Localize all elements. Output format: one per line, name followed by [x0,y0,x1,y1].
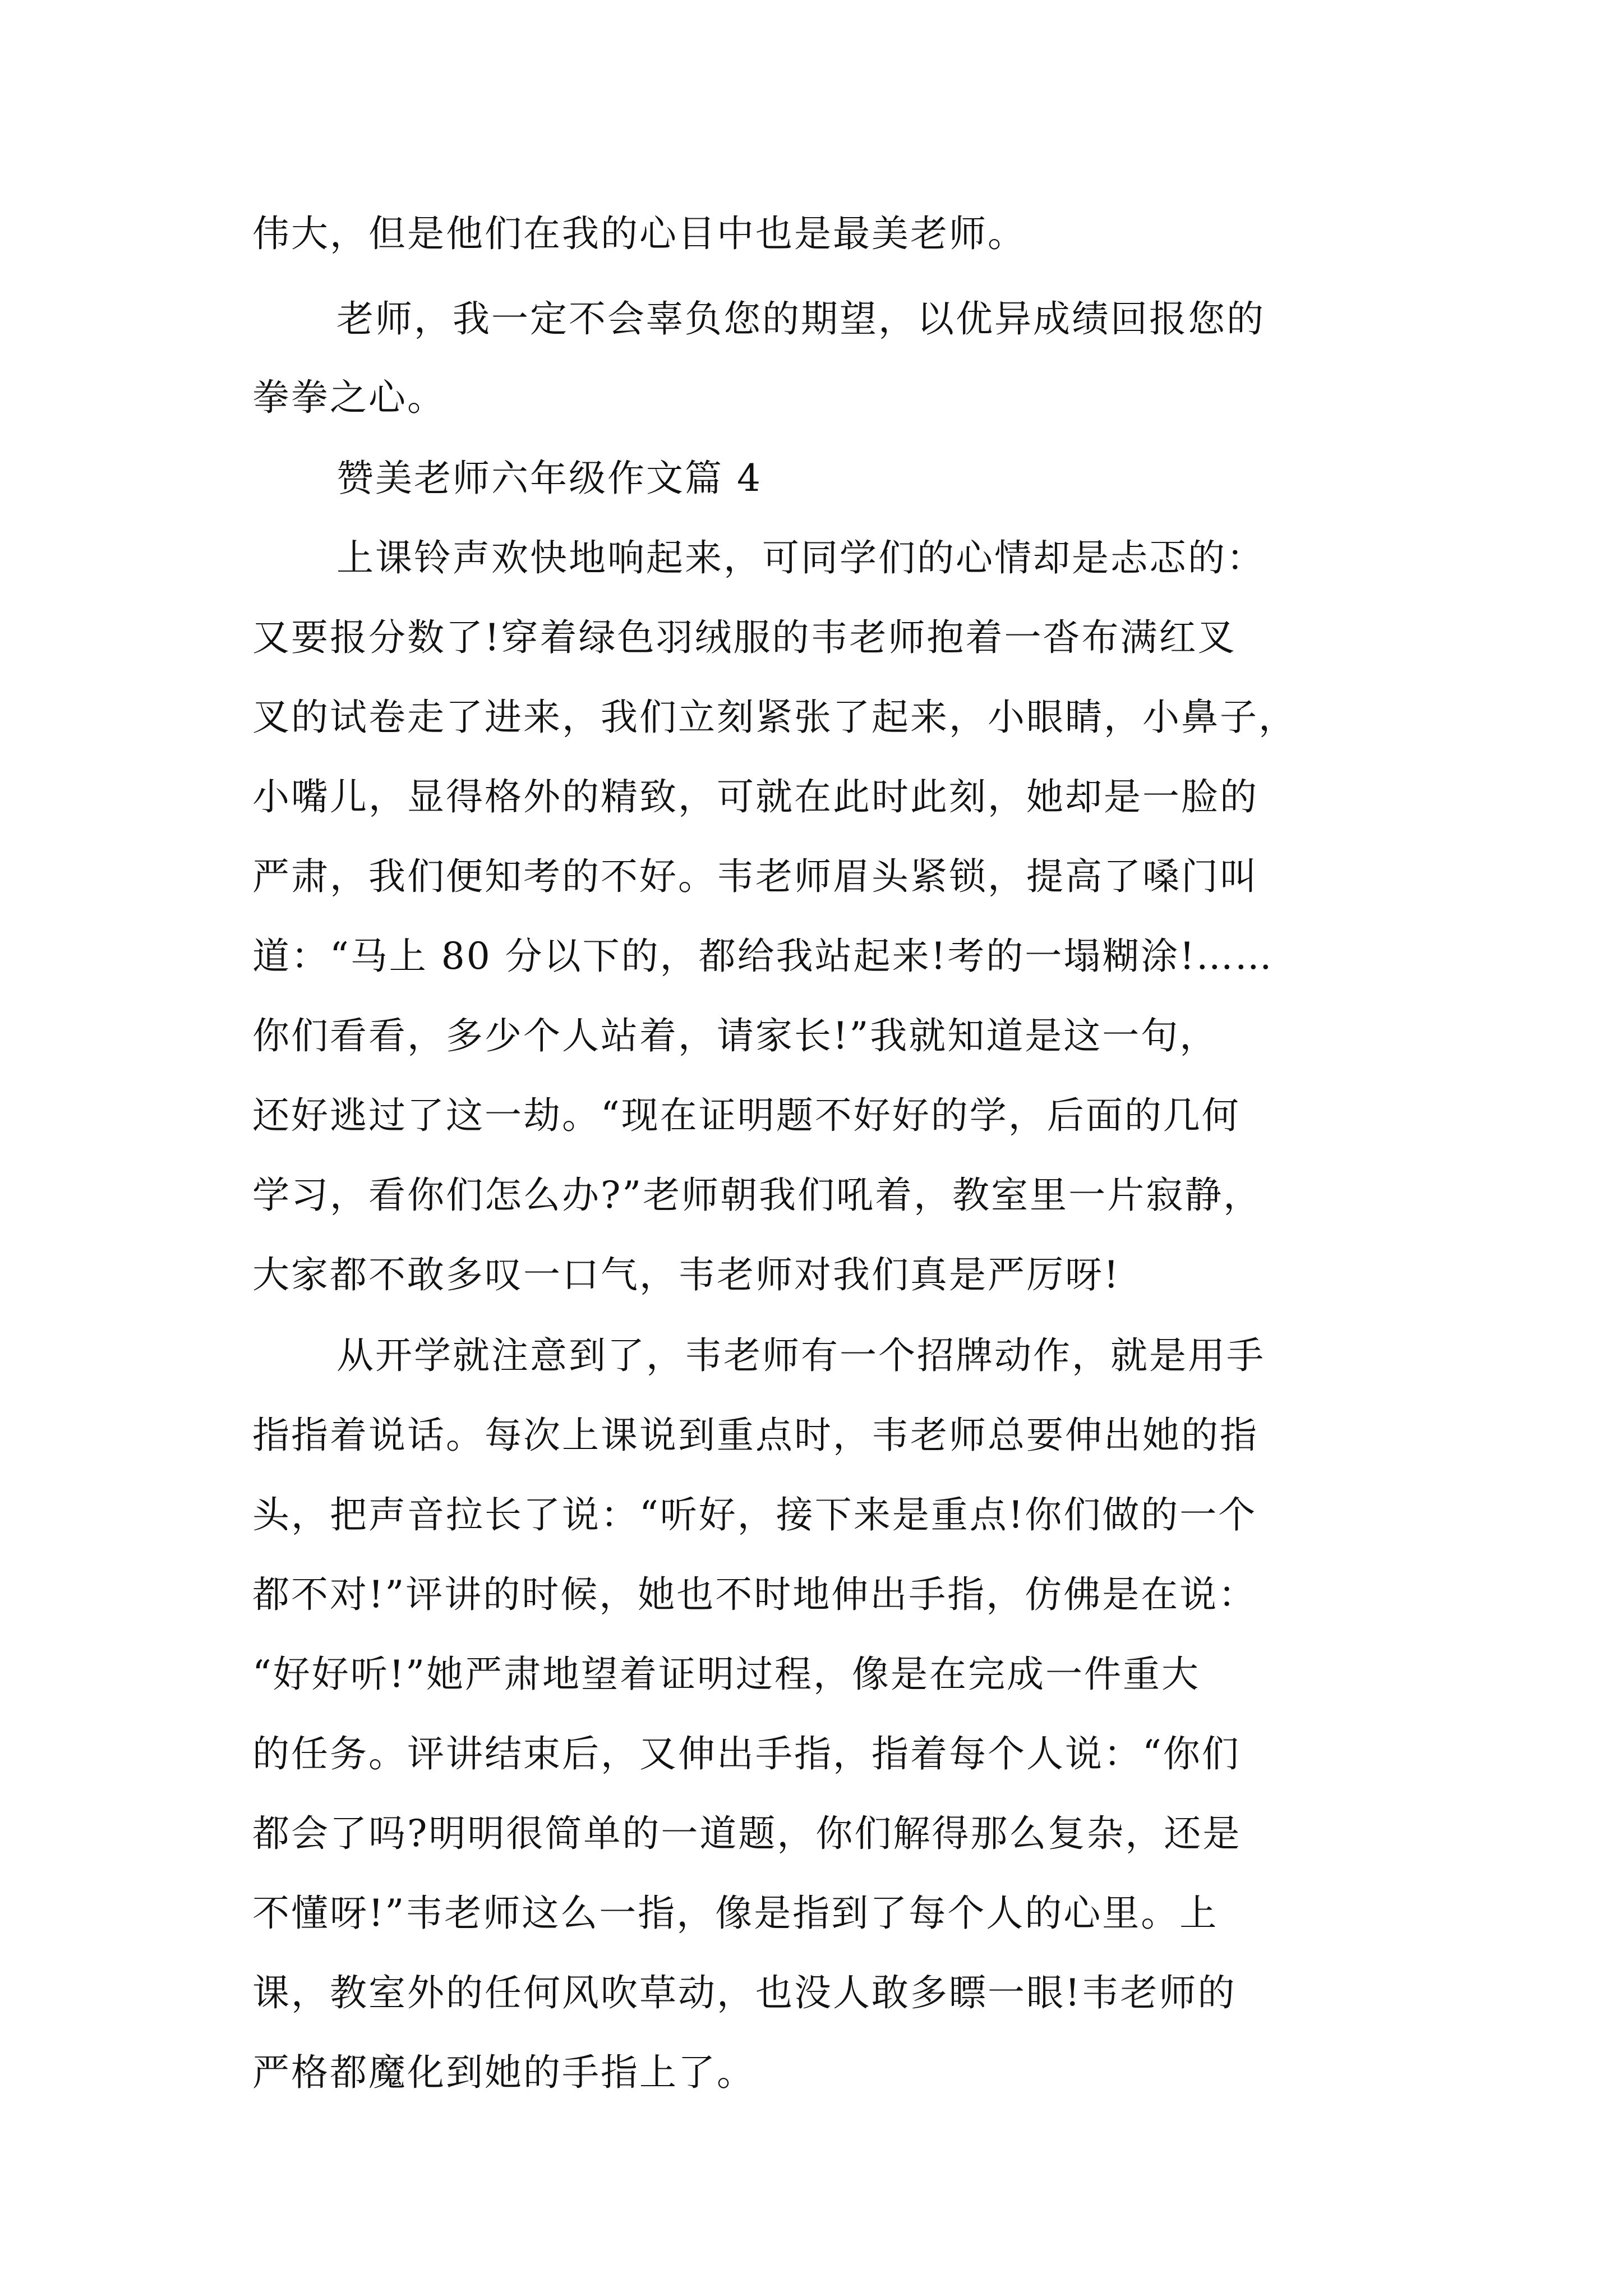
text-line: 上课铃声欢快地响起来，可同学们的心情却是忐忑的： [336,536,1265,579]
text-line: 的任务。评讲结束后，又伸出手指，指着每个人说：“你们 [252,1732,1241,1775]
text-line: 指指着说话。每次上课说到重点时，韦老师总要伸出她的指 [252,1414,1258,1457]
text-line: 道：“马上 80 分以下的，都给我站起来!考的一塌糊涂!…… [252,935,1274,978]
text-line: 老师，我一定不会辜负您的期望，以优异成绩回报您的 [336,297,1265,341]
text-line: 头，把声音拉长了说：“听好，接下来是重点!你们做的一个 [252,1493,1257,1536]
text-line: 伟大，但是他们在我的心目中也是最美老师。 [252,212,1026,255]
text-line: 从开学就注意到了，韦老师有一个招牌动作，就是用手 [336,1334,1265,1377]
text-line: 叉的试卷走了进来，我们立刻紧张了起来，小眼睛，小鼻子， [252,696,1297,739]
text-line: 还好逃过了这一劫。“现在证明题不好好的学，后面的几何 [252,1094,1241,1137]
text-line: 不懂呀!”韦老师这么一指，像是指到了每个人的心里。上 [252,1892,1219,1935]
text-line: 又要报分数了!穿着绿色羽绒服的韦老师抱着一沓布满红叉 [252,616,1237,659]
text-line: 严肃，我们便知考的不好。韦老师眉头紧锁，提高了嗓门叫 [252,855,1258,898]
text-line: 严格都魔化到她的手指上了。 [252,2051,755,2094]
text-line: 大家都不敢多叹一口气，韦老师对我们真是严厉呀! [252,1253,1121,1296]
text-line: 小嘴儿，显得格外的精致，可就在此时此刻，她却是一脸的 [252,775,1258,818]
text-line: 拳拳之心。 [252,376,446,419]
text-line: 课，教室外的任何风吹草动，也没人敢多瞟一眼!韦老师的 [252,1971,1237,2014]
text-line: “好好听!”她严肃地望着证明过程，像是在完成一件重大 [252,1653,1201,1696]
text-line: 都不对!”评讲的时候，她也不时地伸出手指，仿佛是在说： [252,1573,1257,1616]
section-heading: 赞美老师六年级作文篇 4 [336,457,762,500]
text-line: 都会了吗?明明很简单的一道题，你们解得那么复杂，还是 [252,1812,1242,1855]
text-line: 学习，看你们怎么办?”老师朝我们吼着，教室里一片寂静， [252,1174,1262,1217]
text-line: 你们看看，多少个人站着，请家长!”我就知道是这一句， [252,1014,1219,1057]
